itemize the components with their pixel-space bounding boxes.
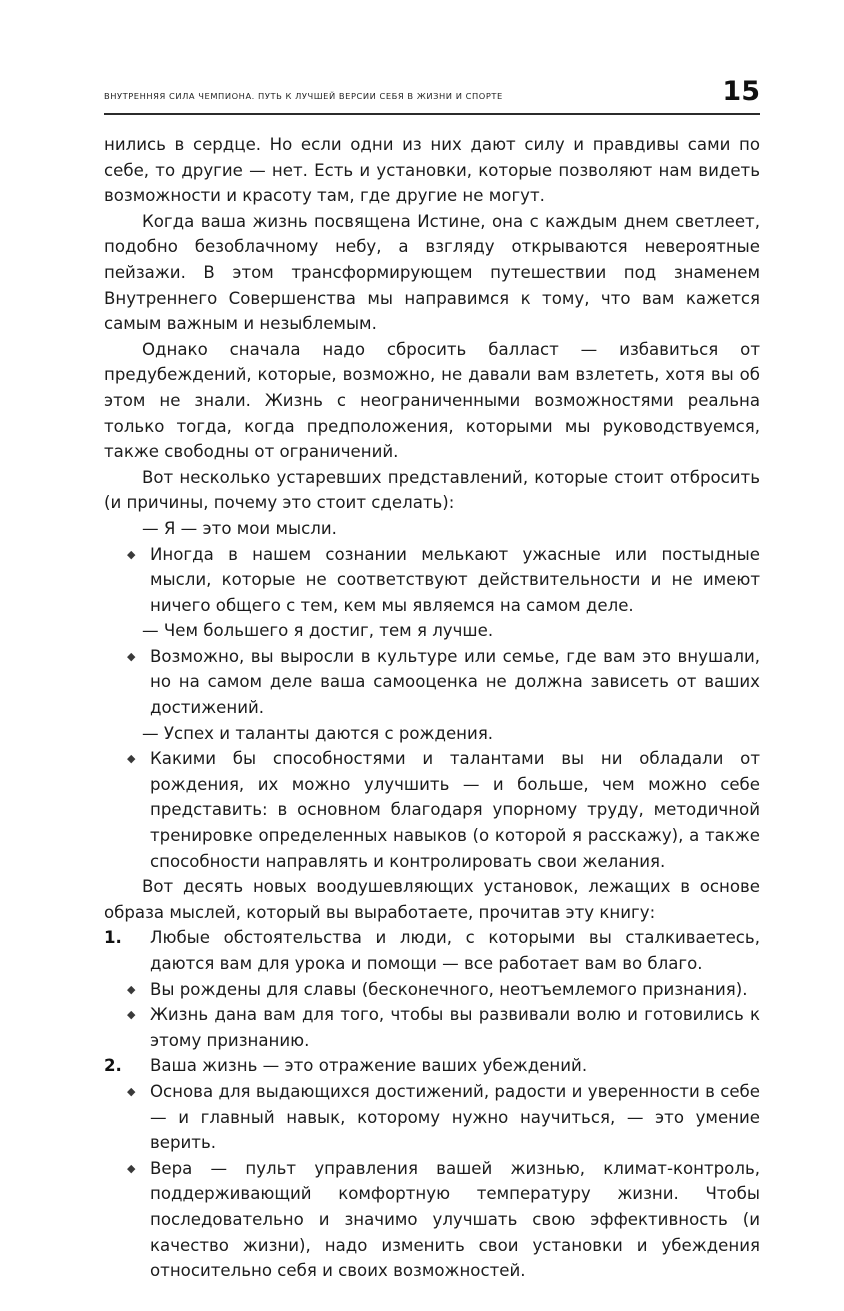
list-item [104, 542, 760, 619]
numbered-list-item [104, 1053, 760, 1079]
dash-statement-1: — Я — это мои мысли. [142, 518, 337, 538]
list-item-text: Какими бы способностями и талантами вы ни обладали от рождения, их можно улучшить — и больше, чем можно себе представить: в основном благодаря упорному труду, методичной тренировке определенных навыков (о которой я расскажу), а также способности направлять и контролировать свои желания. [150, 749, 760, 871]
page-number: 15 [722, 76, 760, 107]
list-item-text: Жизнь дана вам для того, чтобы вы развивали волю и готовились к этому признанию. [150, 1005, 760, 1050]
diamond-bullet-icon: ◆ [127, 1084, 136, 1098]
list-item [104, 644, 760, 721]
diamond-bullet-icon: ◆ [127, 547, 136, 561]
list-item [104, 1079, 760, 1156]
list-item-text: Вы рождены для славы (бесконечного, неотъемлемого признания). [150, 979, 748, 999]
paragraph-3: Однако сначала надо сбросить балласт — избавиться от предубеждений, которые, возможно, не давали вам взлететь, хотя вы об этом не знали. Жизнь с неограниченными возможностями реальна только тогда, когда предположения, которыми мы руководствуемся, также свободны от ограничений. [104, 339, 760, 462]
list-item-text: Основа для выдающихся достижений, радости и уверенности в себе — и главный навык, которому нужно научиться, — это умение верить. [150, 1081, 760, 1153]
dash-statement-2: — Чем большего я достиг, тем я лучше. [142, 621, 494, 641]
list-item-text: Иногда в нашем сознании мелькают ужасные или постыдные мысли, которые не соответствуют действительности и не имеют ничего общего с тем, кем мы являемся на самом деле. [150, 544, 760, 615]
running-head: ВНУТРЕННЯЯ СИЛА ЧЕМПИОНА. ПУТЬ К ЛУЧШЕЙ ВЕРСИИ СЕБЯ В ЖИЗНИ И СПОРТЕ [104, 91, 503, 101]
paragraph-5: Вот десять новых воодушевляющих установок, лежащих в основе образа мыслей, который вы выработаете, прочитав эту книгу: [104, 877, 760, 922]
list-item [104, 977, 760, 1003]
list-item [104, 746, 760, 874]
numbered-list-text: Ваша жизнь — это отражение ваших убеждений. [150, 1056, 588, 1076]
numbered-list-marker: 2. [104, 1056, 122, 1076]
diamond-bullet-icon: ◆ [127, 649, 136, 663]
numbered-list-marker: 1. [104, 928, 122, 948]
list-item-text: Вера — пульт управления вашей жизнью, климат-контроль, поддерживающий комфортную температуру жизни. Чтобы последовательно и значимо улучшать свою эффективность (и качество жизни), надо изменить свои установки и убеждения относительно себя и своих возможностей. [150, 1158, 760, 1281]
numbered-list-text: Любые обстоятельства и люди, с которыми вы сталкиваетесь, даются вам для урока и помощи — все работает вам во благо. [150, 928, 760, 973]
list-item-text: Возможно, вы выросли в культуре или семье, где вам это внушали, но на самом деле ваша самооценка не должна зависеть от ваших достижений. [150, 646, 760, 718]
diamond-bullet-icon: ◆ [127, 1008, 136, 1022]
list-item [104, 1002, 760, 1053]
page-header [104, 78, 760, 105]
diamond-bullet-icon: ◆ [127, 752, 136, 766]
page-body [104, 132, 760, 1284]
numbered-list-item [104, 925, 760, 976]
paragraph-4: Вот несколько устаревших представлений, которые стоит отбросить (и причины, почему это стоит сделать): [104, 467, 760, 513]
list-item [104, 1156, 760, 1284]
paragraph-2: Когда ваша жизнь посвящена Истине, она с каждым днем светлеет, подобно безоблачному небу, а взгляду открываются невероятные пейзажи. В этом трансформирующем путешествии под знаменем Внутреннего Совершенства мы направимся к тому, что вам кажется самым важным и незыблемым. [104, 211, 760, 334]
header-divider [104, 113, 760, 115]
paragraph-1: нились в сердце. Но если одни из них дают силу и правдивы сами по себе, то другие — нет. Есть и установки, которые позволяют нам видеть возможности и красоту там, где другие не могут. [104, 135, 760, 206]
dash-statement-3: — Успех и таланты даются с рождения. [142, 723, 494, 743]
diamond-bullet-icon: ◆ [127, 1161, 136, 1175]
diamond-bullet-icon: ◆ [127, 982, 136, 996]
